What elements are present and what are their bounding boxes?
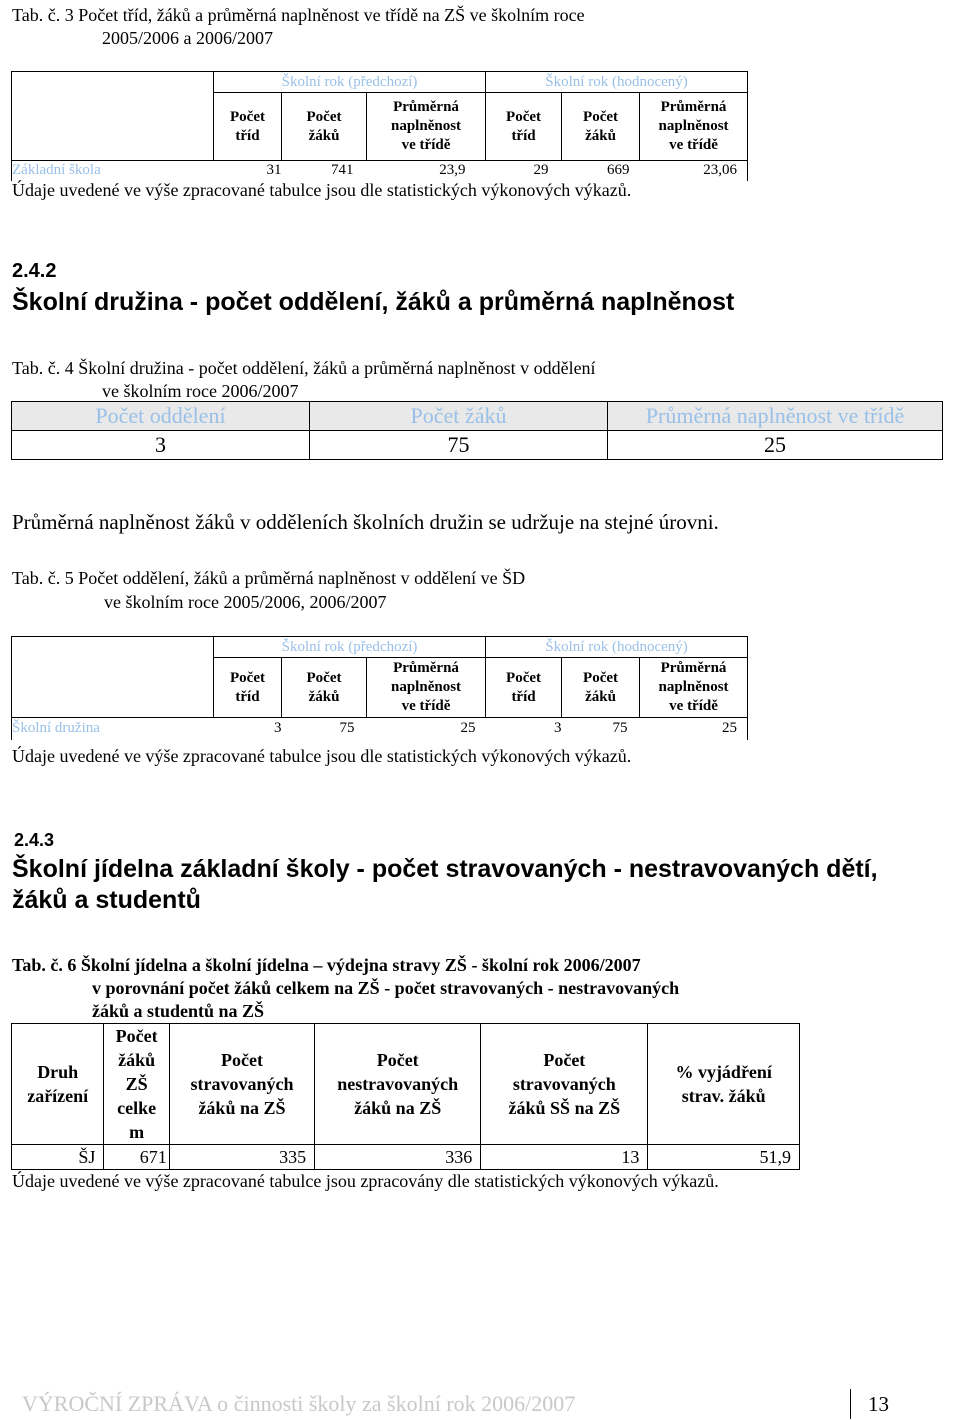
druzina-remark: Průměrná naplněnost žáků v odděleních školních družin se udržuje na stejné úrovni. [12, 510, 719, 534]
header-procento-stravovanych: % vyjádření strav. žáků [648, 1024, 800, 1145]
cell-value: 75 [562, 718, 640, 740]
year-previous-header: Školní rok (předchozí) [214, 637, 486, 658]
header-classes-prev: Počet tříd [214, 658, 282, 718]
header-classes-prev: Počet tříd [214, 93, 282, 161]
tab3-caption-line1: Tab. č. 3 Počet tříd, žáků a průměrná naplněnost ve třídě na ZŠ ve školním roce [12, 5, 585, 25]
tab4-caption-line1: Tab. č. 4 Školní družina - počet oddělení, žáků a průměrná naplněnost v oddělení [12, 358, 596, 378]
row-label-zakladni-skola: Základní škola [12, 161, 214, 181]
table-row [12, 718, 748, 740]
header-pocet-oddeleni: Počet oddělení [12, 402, 310, 431]
table-druzina-years [11, 636, 748, 740]
cell-value: 25 [608, 431, 943, 460]
row-label-skolni-druzina: Školní družina [12, 718, 214, 740]
cell-value: 31 [214, 161, 282, 181]
header-druh-zarizeni: Druh zařízení [12, 1024, 104, 1145]
cell-value: 669 [562, 161, 640, 181]
table-classes-pupils [11, 71, 748, 181]
cell-value: 741 [282, 161, 367, 181]
tab3-caption-line2: 2005/2006 a 2006/2007 [102, 28, 273, 48]
section-title-242: Školní družina - počet oddělení, žáků a průměrná naplněnost [12, 288, 735, 316]
tab4-caption-line2: ve školním roce 2006/2007 [102, 381, 299, 401]
cell-value: 3 [214, 718, 282, 740]
header-classes-eval: Počet tříd [486, 658, 562, 718]
header-stravovanych: Počet stravovaných žáků na ZŠ [169, 1024, 314, 1145]
header-pocet-zaku-celkem: Počet žáků ZŠ celke m [104, 1024, 169, 1145]
header-classes-eval: Počet tříd [486, 93, 562, 161]
header-pupils-prev: Počet žáků [282, 93, 367, 161]
header-nestravovanych: Počet nestravovaných žáků na ZŠ [315, 1024, 481, 1145]
table-jidelna [11, 1023, 800, 1170]
cell-value: 3 [12, 431, 310, 460]
table-druzina-2006 [11, 401, 943, 460]
cell-value: 671 [104, 1145, 169, 1170]
header-pupils-eval: Počet žáků [562, 93, 640, 161]
header-pupils-prev: Počet žáků [282, 658, 367, 718]
header-pupils-eval: Počet žáků [562, 658, 640, 718]
year-evaluated-header: Školní rok (hodnocený) [486, 72, 748, 93]
cell-value: 25 [367, 718, 486, 740]
table-row [12, 161, 748, 181]
header-pocet-zaku: Počet žáků [310, 402, 608, 431]
section-number-242: 2.4.2 [12, 260, 57, 282]
tab6-note: Údaje uvedené ve výše zpracované tabulce jsou zpracovány dle statistických výkonových výkazů. [12, 1171, 719, 1191]
section-title-243-line1: Školní jídelna základní školy - počet stravovaných - nestravovaných dětí, [12, 855, 878, 883]
cell-value: 335 [169, 1145, 314, 1170]
cell-value: 13 [481, 1145, 648, 1170]
header-avg-eval: Průměrná naplněnost ve třídě [640, 658, 748, 718]
footer-title: VÝROČNÍ ZPRÁVA o činnosti školy za školní rok 2006/2007 [22, 1391, 576, 1416]
cell-value: 75 [310, 431, 608, 460]
section-title-243-line2: žáků a studentů [12, 886, 201, 914]
cell-value: 29 [486, 161, 562, 181]
cell-value: 23,9 [367, 161, 486, 181]
header-prumerna-naplnenost: Průměrná naplněnost ve třídě [608, 402, 943, 431]
cell-value: 75 [282, 718, 367, 740]
table-row [12, 1145, 800, 1170]
tab3-note: Údaje uvedené ve výše zpracované tabulce jsou dle statistických výkonových výkazů. [12, 180, 632, 200]
cell-value: 51,9 [648, 1145, 800, 1170]
tab6-caption-line1: Tab. č. 6 Školní jídelna a školní jídelna – výdejna stravy ZŠ - školní rok 2006/2007 [12, 955, 641, 975]
tab5-caption-line2: ve školním roce 2005/2006, 2006/2007 [104, 592, 387, 612]
header-avg-eval: Průměrná naplněnost ve třídě [640, 93, 748, 161]
tab6-caption-line3: žáků a studentů na ZŠ [92, 1001, 265, 1021]
cell-value: 336 [315, 1145, 481, 1170]
table-row [12, 431, 943, 460]
cell-value: 23,06 [640, 161, 748, 181]
header-stravovanych-ss: Počet stravovaných žáků SŠ na ZŠ [481, 1024, 648, 1145]
tab6-caption-line2: v porovnání počet žáků celkem na ZŠ - počet stravovaných - nestravovaných [92, 978, 680, 998]
cell-value: 3 [486, 718, 562, 740]
year-evaluated-header: Školní rok (hodnocený) [486, 637, 748, 658]
header-avg-prev: Průměrná naplněnost ve třídě [367, 93, 486, 161]
page-number: 13 [868, 1392, 889, 1416]
tab5-caption-line1: Tab. č. 5 Počet oddělení, žáků a průměrná naplněnost v oddělení ve ŠD [12, 568, 526, 588]
tab5-note: Údaje uvedené ve výše zpracované tabulce jsou dle statistických výkonových výkazů. [12, 746, 632, 766]
header-avg-prev: Průměrná naplněnost ve třídě [367, 658, 486, 718]
section-number-243: 2.4.3 [14, 830, 55, 850]
footer-divider [850, 1389, 851, 1419]
cell-value: ŠJ [12, 1145, 104, 1170]
year-previous-header: Školní rok (předchozí) [214, 72, 486, 93]
cell-value: 25 [640, 718, 748, 740]
